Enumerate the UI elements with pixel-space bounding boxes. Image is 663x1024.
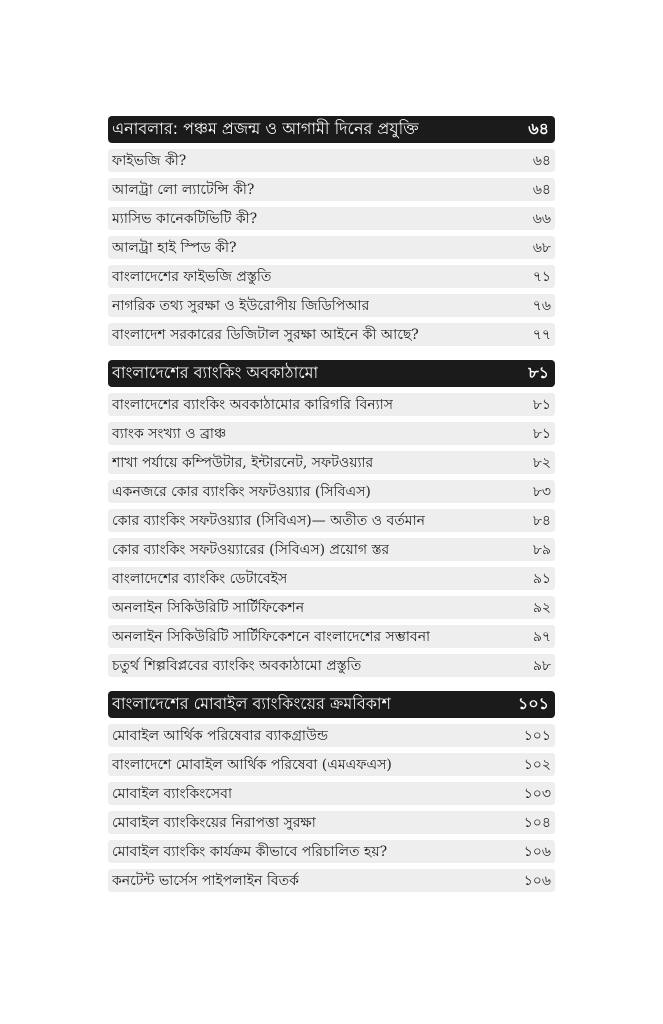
section-header[interactable] [108,360,555,387]
entry-title: শাখা পর্যায়ে কম্পিউটার, ইন্টারনেট, সফটওয়্যার [112,454,374,471]
toc-entry[interactable] [108,782,555,805]
entry-page-number: ১০১ [523,727,551,744]
entry-title: অনলাইন সিকিউরিটি সার্টিফিকেশনে বাংলাদেশের সম্ভাবনা [112,628,431,645]
section-page-number: ৮১ [528,363,549,382]
toc-entry[interactable] [108,480,555,503]
toc-entry[interactable] [108,509,555,532]
entry-title: ফাইভজি কী? [112,152,187,169]
entry-page-number: ১০৩ [523,785,551,802]
toc-entry[interactable] [108,323,555,346]
entry-page-number: ৬৪ [532,181,551,198]
toc-entry[interactable] [108,393,555,416]
toc-entry[interactable] [108,422,555,445]
toc-entry[interactable] [108,753,555,776]
entry-page-number: ৬৬ [532,210,551,227]
entry-title: নাগরিক তথ্য সুরক্ষা ও ইউরোপীয় জিডিপিআর [112,297,370,314]
entry-page-number: ৯৮ [532,657,551,674]
toc-entry[interactable] [108,207,555,230]
entry-title: ব্যাংক সংখ্যা ও ব্রাঞ্চ [112,425,227,442]
entry-page-number: ৮৪ [532,512,551,529]
entry-title: বাংলাদেশের ব্যাংকিং অবকাঠামোর কারিগরি বিন্যাস [112,396,393,413]
section-title: বাংলাদেশের ব্যাংকিং অবকাঠামো [112,363,319,382]
entry-page-number: ৭৭ [532,326,551,343]
entry-page-number: ৮৯ [532,541,551,558]
entry-page-number: ৬৮ [532,239,551,256]
toc-entry[interactable] [108,538,555,561]
entry-page-number: ৭৬ [532,297,551,314]
table-of-contents [108,116,555,906]
toc-entry[interactable] [108,149,555,172]
entry-page-number: ১০৬ [523,843,551,860]
entry-title: কোর ব্যাংকিং সফটওয়্যারের (সিবিএস) প্রয়োগ স্তর [112,541,390,558]
entry-title: আলট্রা হাই স্পিড কী? [112,239,237,256]
toc-entry[interactable] [108,625,555,648]
entry-page-number: ৮২ [532,454,551,471]
entry-page-number: ৯২ [532,599,551,616]
entry-title: অনলাইন সিকিউরিটি সার্টিফিকেশন [112,599,305,616]
toc-entry[interactable] [108,596,555,619]
entry-page-number: ৯১ [532,570,551,587]
entry-page-number: ১০৪ [523,814,551,831]
toc-entry[interactable] [108,294,555,317]
entry-page-number: ৮৩ [532,483,551,500]
section-title: এনাবলার: পঞ্চম প্রজন্ম ও আগামী দিনের প্রযুক্তি [112,119,419,138]
section-title: বাংলাদেশের মোবাইল ব্যাংকিংয়ের ক্রমবিকাশ [112,694,392,713]
entry-title: কনটেন্ট ভার্সেস পাইপলাইন বিতর্ক [112,872,299,889]
entry-title: বাংলাদেশের ব্যাংকিং ডেটাবেইস [112,570,288,587]
entry-page-number: ৮১ [532,396,551,413]
toc-section-banking [108,360,555,677]
entry-title: কোর ব্যাংকিং সফটওয়্যার (সিবিএস)— অতীত ও বর্তমান [112,512,425,529]
entry-title: মোবাইল ব্যাংকিংসেবা [112,785,233,802]
toc-entry[interactable] [108,265,555,288]
entry-page-number: ৬৪ [532,152,551,169]
section-page-number: ৬৪ [528,119,549,138]
toc-entry[interactable] [108,451,555,474]
entry-page-number: ৭১ [532,268,551,285]
toc-entry[interactable] [108,811,555,834]
toc-entry[interactable] [108,869,555,892]
toc-entry[interactable] [108,236,555,259]
toc-entry[interactable] [108,178,555,201]
entry-title: বাংলাদেশের ফাইভজি প্রস্তুতি [112,268,272,285]
toc-entry[interactable] [108,724,555,747]
entry-title: চতুর্থ শিল্পবিপ্লবের ব্যাংকিং অবকাঠামো প্রস্তুতি [112,657,362,674]
toc-entry[interactable] [108,654,555,677]
entry-title: বাংলাদেশে মোবাইল আর্থিক পরিষেবা (এমএফএস) [112,756,392,773]
entry-page-number: ১০২ [523,756,551,773]
section-header[interactable] [108,691,555,718]
toc-entry[interactable] [108,840,555,863]
entry-title: ম্যাসিভ কানেকটিভিটি কী? [112,210,258,227]
toc-section-mobile-banking [108,691,555,892]
toc-section-5g [108,116,555,346]
entry-title: মোবাইল ব্যাংকিংয়ের নিরাপত্তা সুরক্ষা [112,814,316,831]
entry-page-number: ৮১ [532,425,551,442]
entry-title: বাংলাদেশ সরকারের ডিজিটাল সুরক্ষা আইনে কী আছে? [112,326,419,343]
entry-page-number: ৯৭ [532,628,551,645]
entry-title: একনজরে কোর ব্যাংকিং সফটওয়্যার (সিবিএস) [112,483,371,500]
toc-entry[interactable] [108,567,555,590]
section-page-number: ১০১ [517,694,549,713]
entry-title: মোবাইল ব্যাংকিং কার্যক্রম কীভাবে পরিচালিত হয়? [112,843,388,860]
entry-page-number: ১০৬ [523,872,551,889]
entry-title: আলট্রা লো ল্যাটেন্সি কী? [112,181,255,198]
entry-title: মোবাইল আর্থিক পরিষেবার ব্যাকগ্রাউন্ড [112,727,329,744]
section-header[interactable] [108,116,555,143]
